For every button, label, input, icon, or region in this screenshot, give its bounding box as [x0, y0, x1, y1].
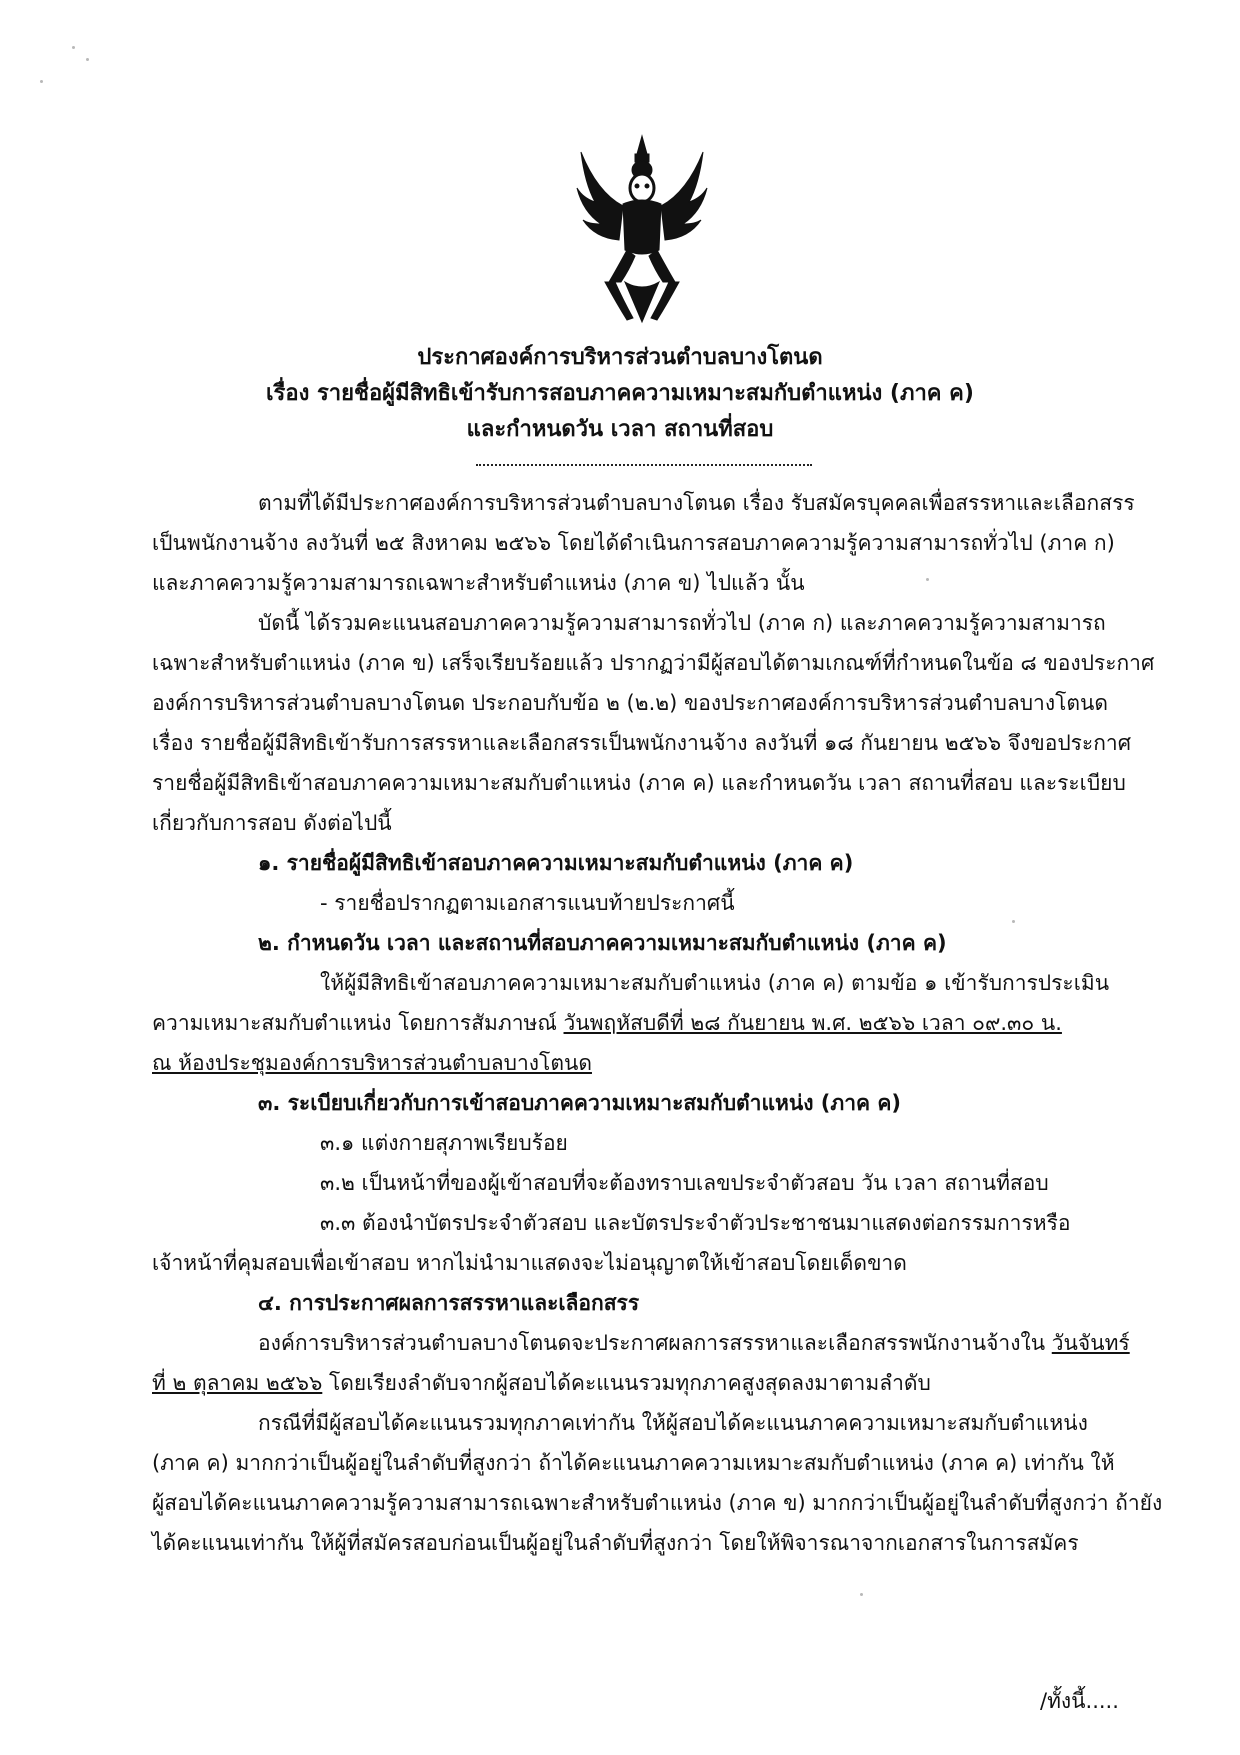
section3-heading: ๓. ระเบียบเกี่ยวกับการเข้าสอบภาคความเหมาะสมกับตำแหน่ง (ภาค ค) — [258, 1091, 902, 1115]
section3-item-2: ๓.๒ เป็นหน้าที่ของผู้เข้าสอบที่จะต้องทราบเลขประจำตัวสอบ วัน เวลา สถานที่สอบ — [320, 1171, 1049, 1195]
tie-break-line-2: (ภาค ค) มากกว่าเป็นผู้อยู่ในลำดับที่สูงกว่า ถ้าได้คะแนนภาคความเหมาะสมกับตำแหน่ง (ภาค ค) เท่ากัน ให้ — [152, 1451, 1115, 1475]
section4-line-1-text: องค์การบริหารส่วนตำบลบางโตนดจะประกาศผลการสรรหาและเลือกสรรพนักงานจ้างใน — [258, 1331, 1052, 1355]
section4-heading: ๔. การประกาศผลการสรรหาและเลือกสรร — [258, 1291, 640, 1315]
exam-date-time: วันพฤหัสบดีที่ ๒๘ กันยายน พ.ศ. ๒๕๖๖ เวลา ๐๙.๓๐ น. — [563, 1011, 1062, 1035]
title-block — [120, 340, 1120, 448]
section2-line-2 — [152, 1008, 1062, 1038]
tie-break-line-4: ได้คะแนนเท่ากัน ให้ผู้ที่สมัครสอบก่อนเป็นผู้อยู่ในลำดับที่สูงกว่า โดยให้พิจารณาจากเอกสารในการสมัคร — [152, 1531, 1079, 1555]
para2-line-6: เกี่ยวกับการสอบ ดังต่อไปนี้ — [152, 811, 392, 835]
title-divider — [476, 464, 812, 466]
tie-break-line-1: กรณีที่มีผู้สอบได้คะแนนรวมทุกภาคเท่ากัน ให้ผู้สอบได้คะแนนภาคความเหมาะสมกับตำแหน่ง — [258, 1411, 1088, 1435]
scan-speck — [860, 1593, 863, 1596]
result-date-part-1: วันจันทร์ — [1051, 1331, 1130, 1355]
section4-line-1 — [258, 1328, 1130, 1358]
page-continuation: /ทั้งนี้..... — [1040, 1689, 1119, 1713]
section2-line-2-text: ความเหมาะสมกับตำแหน่ง โดยการสัมภาษณ์ — [152, 1011, 564, 1035]
para2-line-3: องค์การบริหารส่วนตำบลบางโตนด ประกอบกับข้อ ๒ (๒.๒) ของประกาศองค์การบริหารส่วนตำบลบางโตนด — [152, 691, 1109, 715]
section4-line-2 — [152, 1368, 931, 1398]
section2-line-1: ให้ผู้มีสิทธิเข้าสอบภาคความเหมาะสมกับตำแหน่ง (ภาค ค) ตามข้อ ๑ เข้ารับการประเมิน — [320, 971, 1110, 995]
section3-item-3-line-1: ๓.๓ ต้องนำบัตรประจำตัวสอบ และบัตรประจำตัวประชาชนมาแสดงต่อกรรมการหรือ — [320, 1211, 1071, 1235]
para2-line-5: รายชื่อผู้มีสิทธิเข้าสอบภาคความเหมาะสมกับตำแหน่ง (ภาค ค) และกำหนดวัน เวลา สถานที่สอบ และระเบียบ — [152, 771, 1126, 795]
announcement-subject-continued: และกำหนดวัน เวลา สถานที่สอบ — [466, 417, 774, 442]
exam-venue: ณ ห้องประชุมองค์การบริหารส่วนตำบลบางโตนด — [152, 1051, 592, 1075]
scan-speck — [926, 578, 929, 581]
section1-item: - รายชื่อปรากฏตามเอกสารแนบท้ายประกาศนี้ — [320, 891, 735, 915]
section2-heading: ๒. กำหนดวัน เวลา และสถานที่สอบภาคความเหมาะสมกับตำแหน่ง (ภาค ค) — [258, 931, 947, 955]
intro-line-3: และภาคความรู้ความสามารถเฉพาะสำหรับตำแหน่ง (ภาค ข) ไปแล้ว นั้น — [152, 571, 805, 595]
section3-item-3-line-2: เจ้าหน้าที่คุมสอบเพื่อเข้าสอบ หากไม่นำมาแสดงจะไม่อนุญาตให้เข้าสอบโดยเด็ดขาด — [152, 1251, 907, 1275]
para2-line-1: บัดนี้ ได้รวมคะแนนสอบภาคความรู้ความสามารถทั่วไป (ภาค ก) และภาคความรู้ความสามารถ — [258, 611, 1106, 635]
section4-line-2-text: โดยเรียงลำดับจากผู้สอบได้คะแนนรวมทุกภาคสูงสุดลงมาตามลำดับ — [322, 1371, 931, 1395]
scan-speck — [86, 58, 89, 61]
scan-speck — [72, 46, 75, 49]
announcement-title: ประกาศองค์การบริหารส่วนตำบลบางโตนด — [417, 345, 823, 370]
intro-line-1: ตามที่ได้มีประกาศองค์การบริหารส่วนตำบลบางโตนด เรื่อง รับสมัครบุคคลเพื่อสรรหาและเลือกสรร — [258, 491, 1135, 515]
tie-break-line-3: ผู้สอบได้คะแนนภาคความรู้ความสามารถเฉพาะสำหรับตำแหน่ง (ภาค ข) มากกว่าเป็นผู้อยู่ในลำดับที่สูงกว่า ถ้ายัง — [152, 1491, 1163, 1515]
intro-line-2: เป็นพนักงานจ้าง ลงวันที่ ๒๕ สิงหาคม ๒๕๖๖ โดยได้ดำเนินการสอบภาคความรู้ความสามารถทั่วไป (ภาค ก) — [152, 531, 1115, 555]
para2-line-4: เรื่อง รายชื่อผู้มีสิทธิเข้ารับการสรรหาและเลือกสรรเป็นพนักงานจ้าง ลงวันที่ ๑๘ กันยายน ๒๕๖๖ จึงขอประกาศ — [152, 731, 1132, 755]
garuda-emblem-icon — [575, 132, 709, 328]
scan-speck — [40, 80, 43, 83]
announcement-subject: เรื่อง รายชื่อผู้มีสิทธิเข้ารับการสอบภาคความเหมาะสมกับตำแหน่ง (ภาค ค) — [266, 381, 974, 406]
section3-item-1: ๓.๑ แต่งกายสุภาพเรียบร้อย — [320, 1131, 568, 1155]
result-date-part-2: ที่ ๒ ตุลาคม ๒๕๖๖ — [152, 1371, 323, 1395]
section1-heading: ๑. รายชื่อผู้มีสิทธิเข้าสอบภาคความเหมาะสมกับตำแหน่ง (ภาค ค) — [258, 851, 854, 875]
scan-speck — [1012, 920, 1015, 923]
para2-line-2: เฉพาะสำหรับตำแหน่ง (ภาค ข) เสร็จเรียบร้อยแล้ว ปรากฏว่ามีผู้สอบได้ตามเกณฑ์ที่กำหนดในข้อ ๘ ของประกาศ — [152, 651, 1155, 675]
